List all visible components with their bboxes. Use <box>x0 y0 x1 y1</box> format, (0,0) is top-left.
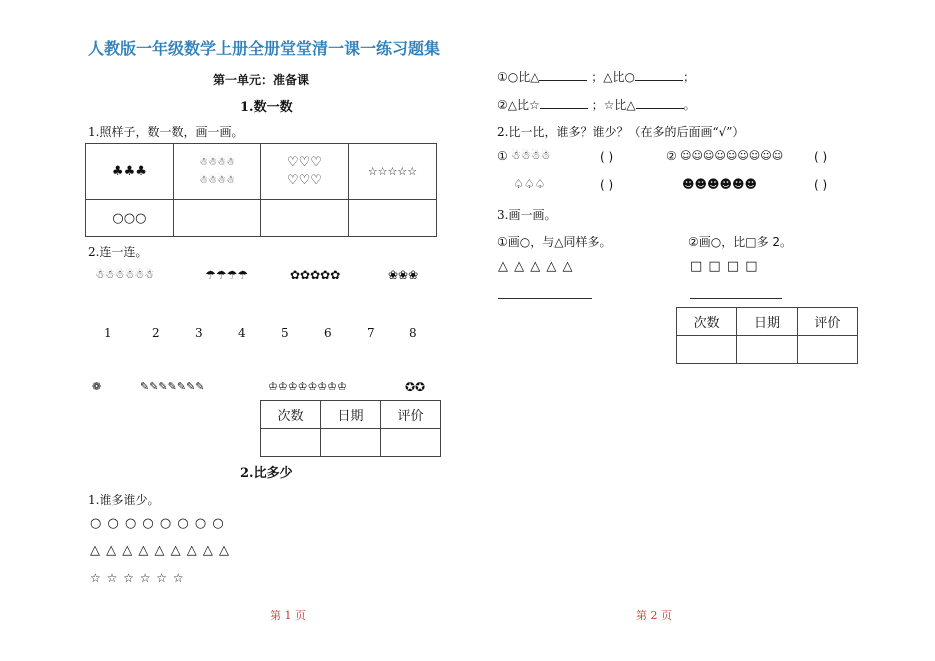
snowman-row-a: ☃☃☃☃ <box>198 156 235 168</box>
answer-blank[interactable] <box>540 96 588 109</box>
stars-cell: ☆☆☆☆☆ <box>367 165 418 178</box>
unit-title: 第一单元：准备课 <box>213 73 310 87</box>
document-title: 人教版一年级数学上册全册堂堂清一课一练习题集 <box>88 39 441 58</box>
q2-instruction: 2.连一连。 <box>88 245 148 259</box>
heart-row-b: ♡♡♡ <box>286 172 322 188</box>
eval-cell[interactable] <box>381 429 441 457</box>
set2-dark-faces: ☻☻☻☻☻☻ <box>682 177 758 191</box>
draw-task-right: ②画○，比□多 2。 <box>688 235 793 249</box>
eval-header-rating: 评价 <box>797 308 857 336</box>
number-5: 5 <box>281 326 289 340</box>
set2-smiles: ☺☺☺☺☺☺☺☺☺ <box>680 149 784 162</box>
lesson2-title: 2.比多少 <box>240 466 293 481</box>
eval-cell[interactable] <box>261 429 321 457</box>
set1-spades: ♤♤♤ <box>513 177 546 191</box>
heart-row-a: ♡♡♡ <box>286 154 322 170</box>
answer-blank[interactable] <box>539 68 587 81</box>
crown-group: ♔♔♔♔♔♔♔♔ <box>268 380 347 393</box>
answer-paren[interactable]: ( ) <box>600 178 614 192</box>
evaluation-table-p1 <box>260 400 441 457</box>
clubs-cell: ♣♣♣ <box>111 164 147 179</box>
counting-grid <box>85 143 437 237</box>
triangle-shapes: △ △ △ △ △ <box>498 259 574 274</box>
eval-cell[interactable] <box>737 336 797 364</box>
snowman-group: ☃☃☃☃☃☃ <box>95 268 155 281</box>
draw-answer-line[interactable] <box>690 298 782 299</box>
compare-instruction-p2: 2.比一比，谁多？谁少？（在多的后面画“√”） <box>497 125 745 139</box>
blossom-group: ❀❀❀ <box>388 268 419 282</box>
badge-group: ✪✪ <box>405 380 426 394</box>
eval-header-rating: 评价 <box>381 401 441 429</box>
lesson1-title: 1.数一数 <box>240 100 293 115</box>
answer-blank[interactable] <box>636 96 684 109</box>
eval-header-count: 次数 <box>677 308 737 336</box>
compare-instruction: 1.谁多谁少。 <box>88 493 160 507</box>
number-3: 3 <box>195 326 203 340</box>
evaluation-table-p2 <box>676 307 858 364</box>
draw-instruction: 3.画一画。 <box>497 208 557 222</box>
umbrella-group: ☂☂☂☂ <box>205 268 249 282</box>
q1-instruction: 1.照样子，数一数，画一画。 <box>88 125 244 139</box>
fill-line-2: ②△比☆ ；☆比△ 。 <box>497 98 696 112</box>
eval-cell[interactable] <box>797 336 857 364</box>
circle-row: ○ ○ ○ ○ ○ ○ ○ ○ <box>90 516 225 531</box>
page-number-1: 第 1 页 <box>270 609 306 622</box>
empty-answer-cell[interactable] <box>348 200 436 237</box>
eval-header-date: 日期 <box>321 401 381 429</box>
number-1: 1 <box>104 326 112 340</box>
eval-header-date: 日期 <box>737 308 797 336</box>
set2-label: ② <box>666 149 677 163</box>
fill-line-1: ①○比△ ；△比○ ； <box>497 70 696 84</box>
eval-cell[interactable] <box>321 429 381 457</box>
eval-header-count: 次数 <box>261 401 321 429</box>
sun-group: ❁ <box>92 380 102 393</box>
number-4: 4 <box>238 326 246 340</box>
number-7: 7 <box>367 326 375 340</box>
draw-answer-line[interactable] <box>498 298 592 299</box>
set1-snowmen: ☃☃☃☃ <box>511 149 551 162</box>
number-2: 2 <box>152 326 160 340</box>
answer-paren[interactable]: ( ) <box>814 178 828 192</box>
square-shapes: □ □ □ □ <box>690 259 759 274</box>
draw-task-left: ①画○，与△同样多。 <box>497 235 612 249</box>
answer-paren[interactable]: ( ) <box>600 150 614 164</box>
answer-paren[interactable]: ( ) <box>814 150 828 164</box>
star-row: ☆ ☆ ☆ ☆ ☆ ☆ <box>90 571 185 585</box>
empty-answer-cell[interactable] <box>261 200 349 237</box>
eval-cell[interactable] <box>677 336 737 364</box>
pencil-group: ✎✎✎✎✎✎✎ <box>140 380 205 393</box>
triangle-row: △ △ △ △ △ △ △ △ △ <box>90 543 231 558</box>
snowman-row-b: ☃☃☃☃ <box>198 174 235 186</box>
answer-blank[interactable] <box>635 68 683 81</box>
empty-answer-cell[interactable] <box>173 200 260 237</box>
number-8: 8 <box>409 326 417 340</box>
flower-group: ✿✿✿✿✿ <box>290 268 341 282</box>
number-6: 6 <box>324 326 332 340</box>
page-number-2: 第 2 页 <box>636 609 672 622</box>
set1-label: ① <box>497 149 508 163</box>
circles-cell: ○○○ <box>112 210 147 226</box>
